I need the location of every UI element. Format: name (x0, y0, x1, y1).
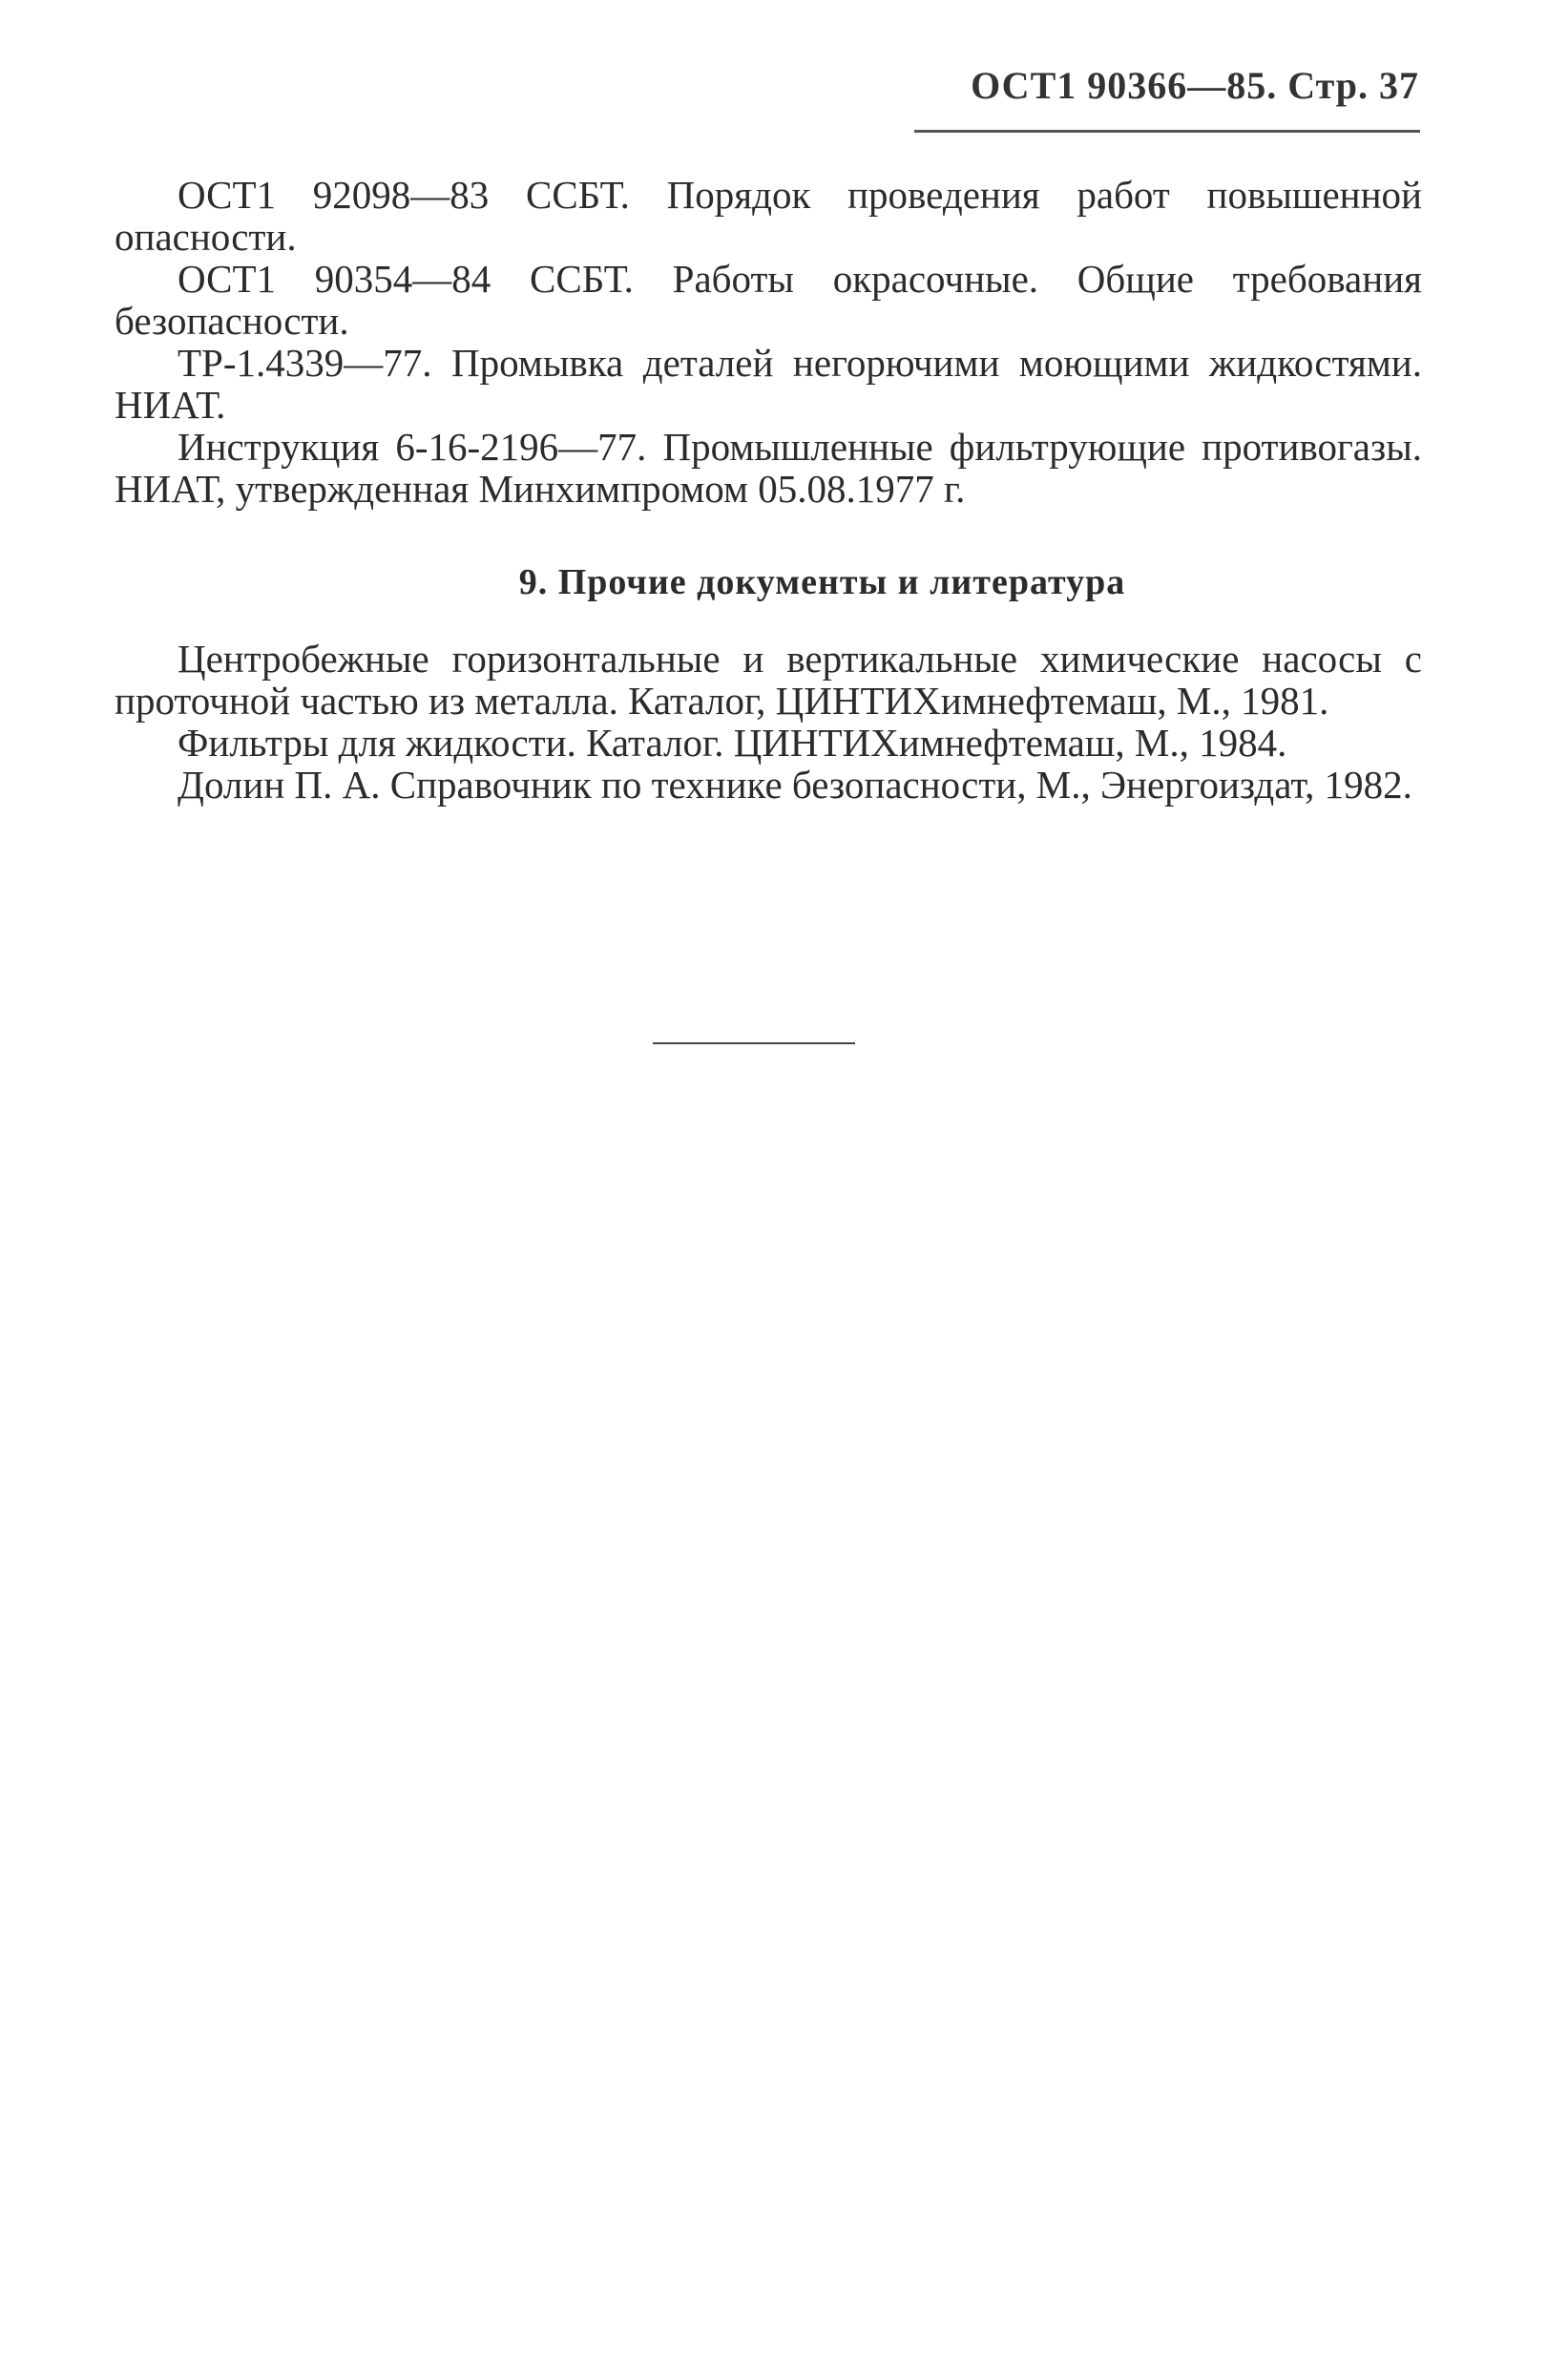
reference-entry: ОСТ1 92098—83 ССБТ. Порядок проведения работ повышенной опасности. (115, 173, 1422, 259)
section-heading (0, 561, 1568, 603)
section-heading-text: 9. Прочие документы и литература (518, 562, 1126, 602)
header-underline (914, 130, 1420, 133)
end-divider (653, 1042, 855, 1044)
reference-entry: ТР-1.4339—77. Промывка деталей негорючими моющими жидкостями. НИАТ. (115, 341, 1422, 427)
reference-entry: Центробежные горизонтальные и вертикальные химические насосы с проточной частью из металла. Каталог, ЦИНТИХимнефтемаш, М., 1981. (115, 637, 1422, 723)
reference-entry: Инструкция 6-16-2196—77. Промышленные фильтрующие противогазы. НИАТ, утвержденная Минхимпромом 05.08.1977 г. (115, 425, 1422, 511)
reference-entry: ОСТ1 90354—84 ССБТ. Работы окрасочные. Общие требования безопасности. (115, 257, 1422, 343)
page-header: ОСТ1 90366—85. Стр. 37 (971, 64, 1419, 107)
reference-list-other (115, 638, 1422, 806)
reference-list-top (115, 174, 1422, 510)
reference-entry: Долин П. А. Справочник по технике безопасности, М., Энергоиздат, 1982. (178, 763, 1412, 807)
reference-entry: Фильтры для жидкости. Каталог. ЦИНТИХимнефтемаш, М., 1984. (178, 721, 1287, 765)
